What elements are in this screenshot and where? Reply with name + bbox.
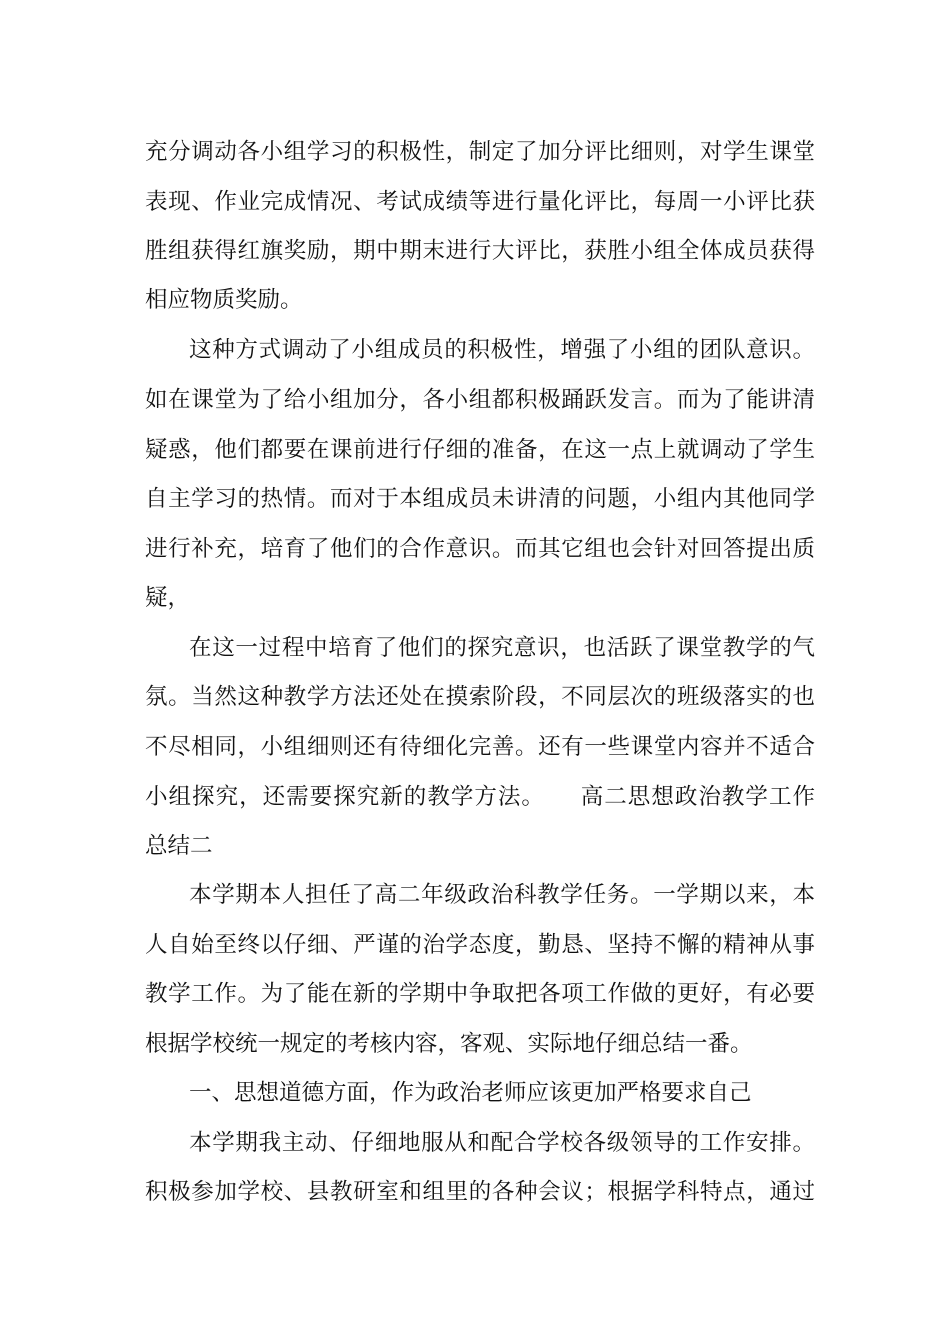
text-line: 总结二 [145, 833, 213, 859]
text-line: 疑， [145, 585, 191, 611]
text-line: 不尽相同，小组细则还有待细化完善。还有一些课堂内容并不适合 [145, 734, 815, 760]
text-line: 小组探究，还需要探究新的教学方法。 高二思想政治教学工作 [145, 784, 815, 810]
text-line: 教学工作。为了能在新的学期中争取把各项工作做的更好，有必要 [145, 981, 815, 1007]
text-line: 根据学校统一规定的考核内容，客观、实际地仔细总结一番。 [145, 1031, 753, 1057]
text-line: 如在课堂为了给小组加分，各小组都积极踊跃发言。而为了能讲清 [145, 387, 815, 413]
paragraph-first-line: 这种方式调动了小组成员的积极性，增强了小组的团队意识。 [189, 337, 815, 363]
text-line: 胜组获得红旗奖励，期中期末进行大评比，获胜小组全体成员获得 [145, 238, 815, 264]
text-line: 表现、作业完成情况、考试成绩等进行量化评比，每周一小评比获 [145, 189, 815, 215]
section-heading: 一、思想道德方面，作为政治老师应该更加严格要求自己 [189, 1080, 752, 1106]
text-line: 进行补充，培育了他们的合作意识。而其它组也会针对回答提出质 [145, 536, 815, 562]
paragraph-first-line: 本学期本人担任了高二年级政治科教学任务。一学期以来，本 [189, 882, 815, 908]
text-line: 人自始至终以仔细、严谨的治学态度，勤恳、坚持不懈的精神从事 [145, 932, 815, 958]
paragraph-first-line: 本学期我主动、仔细地服从和配合学校各级领导的工作安排。 [189, 1130, 815, 1156]
text-line: 氛。当然这种教学方法还处在摸索阶段，不同层次的班级落实的也 [145, 684, 815, 710]
text-line: 自主学习的热情。而对于本组成员未讲清的问题，小组内其他同学 [145, 486, 815, 512]
text-line: 积极参加学校、县教研室和组里的各种会议；根据学科特点，通过 [145, 1179, 815, 1205]
paragraph-first-line: 在这一过程中培育了他们的探究意识，也活跃了课堂教学的气 [189, 635, 815, 661]
text-line: 充分调动各小组学习的积极性，制定了加分评比细则，对学生课堂 [145, 139, 815, 165]
text-line: 疑惑，他们都要在课前进行仔细的准备，在这一点上就调动了学生 [145, 437, 815, 463]
text-line: 相应物质奖励。 [145, 287, 303, 313]
